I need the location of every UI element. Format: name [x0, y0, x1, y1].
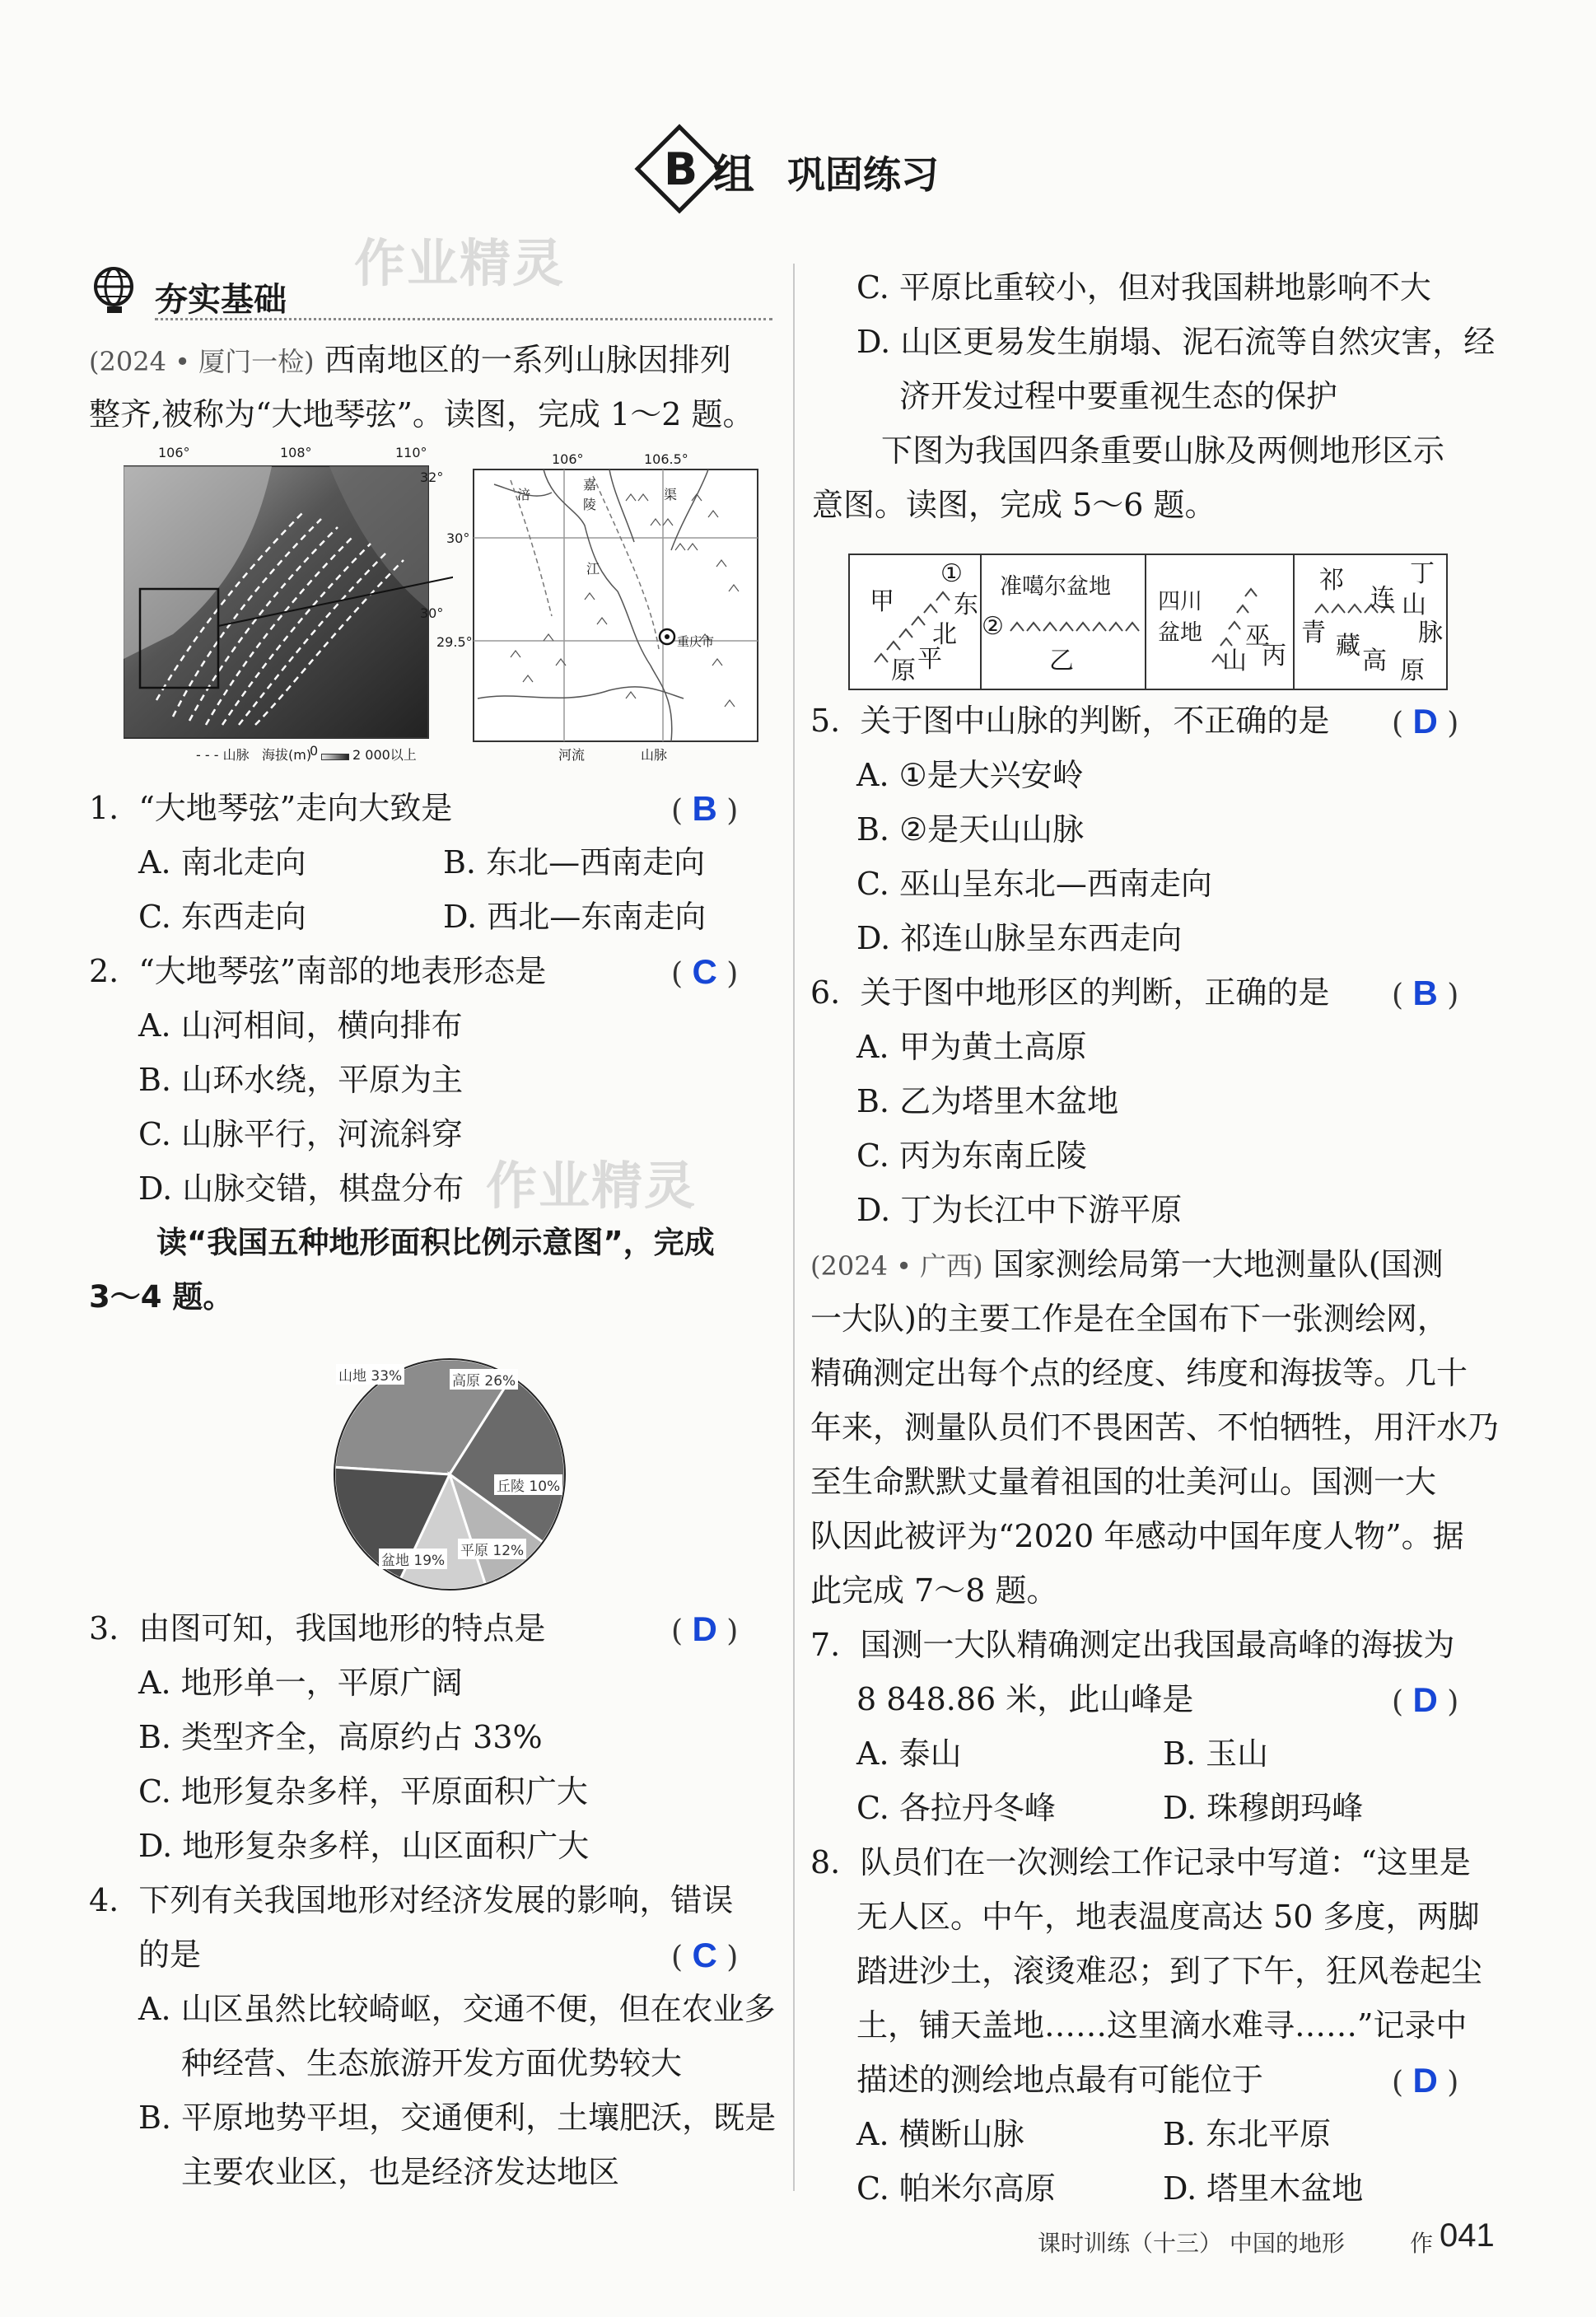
- q3-stem: 3. 由图可知，我国地形的特点是: [89, 1610, 546, 1647]
- map-left-lon-2: 108°: [280, 445, 312, 460]
- q8-stem-line2: 无人区。中午，地表温度高达 50 多度，两脚: [856, 1899, 1480, 1935]
- q5-option-a: A. ①是大兴安岭: [856, 757, 1084, 793]
- q1-option-d: D. 西北—东南走向: [443, 899, 707, 935]
- label-gao: 高: [1362, 647, 1387, 675]
- mountain-diagram: [848, 554, 1448, 690]
- q5-answer-bracket: ( D ): [1392, 702, 1459, 740]
- detail-map-right-graphic: [461, 451, 774, 764]
- map-left-lat-1: 32°: [420, 469, 444, 485]
- label-bei: 北: [932, 620, 957, 649]
- map-right-lat-2: 29.5°: [436, 634, 473, 650]
- diagram-panel-1: [850, 555, 982, 689]
- footer-text: 课时训练（十三） 中国的地形: [1038, 2230, 1345, 2257]
- q8-stem-line3: 踏进沙土，滚烫难忍；到了下午，狂风卷起尘: [856, 1953, 1483, 1989]
- q7-option-b: B. 玉山: [1163, 1735, 1269, 1772]
- q8-option-c: C. 帕米尔高原: [856, 2170, 1056, 2207]
- section-underline: [155, 318, 772, 320]
- q4-option-d-line1: D. 山区更易发生崩塌、泥石流等自然灾害，经: [856, 324, 1496, 360]
- q4-option-b-line1: B. 平原地势平坦，交通便利，土壤肥沃，既是: [138, 2100, 777, 2136]
- intro4-line7: 此完成 7～8 题。: [810, 1572, 1058, 1609]
- q8-stem-line4: 土，铺天盖地……这里滴水难寻……”记录中: [856, 2007, 1468, 2044]
- diagram-panel-3: [1146, 555, 1295, 689]
- q2-stem: 2. “大地琴弦”南部的地表形态是: [89, 953, 547, 989]
- intro2-line2: 3～4 题。: [89, 1279, 234, 1315]
- label-yuan: 原: [891, 656, 916, 685]
- q2-option-b: B. 山环水绕，平原为主: [138, 1062, 464, 1098]
- intro4-line6: 队因此被评为“2020 年感动中国年度人物”。据: [810, 1518, 1464, 1554]
- q1-option-b: B. 东北—西南走向: [443, 844, 706, 881]
- q6-answer-bracket: ( B ): [1392, 974, 1459, 1012]
- q3-option-c: C. 地形复杂多样，平原面积广大: [138, 1773, 588, 1810]
- q4-option-a-line1: A. 山区虽然比较崎岖，交通不便，但在农业多: [138, 1991, 776, 2027]
- q7-stem-line1: 7. 国测一大队精确测定出我国最高峰的海拔为: [810, 1627, 1455, 1663]
- q1-option-c: C. 东西走向: [138, 899, 306, 935]
- label-shan-4: 山: [1402, 591, 1426, 619]
- diagram-panel-4: [1295, 555, 1448, 689]
- label-bing: 丙: [1262, 642, 1286, 670]
- map-left-lat-2: 30°: [420, 605, 444, 621]
- mountain-range-2-icon: [1006, 606, 1146, 639]
- q2-option-a: A. 山河相间，横向排布: [138, 1007, 463, 1044]
- label-mai: 脉: [1418, 619, 1443, 647]
- q5-option-c: C. 巫山呈东北—西南走向: [856, 866, 1212, 902]
- q5-stem: 5. 关于图中山脉的判断，不正确的是: [810, 703, 1330, 739]
- q5-answer: D: [1412, 702, 1438, 740]
- diagram-panel-2: [982, 555, 1146, 689]
- section-title: 夯实基础: [155, 281, 287, 319]
- q2-option-d: D. 山脉交错，棋盘分布: [138, 1170, 464, 1207]
- q4-answer: C: [692, 1936, 717, 1974]
- q6-stem: 6. 关于图中地形区的判断，正确的是: [810, 974, 1330, 1011]
- q5-option-d: D. 祁连山脉呈东西走向: [856, 920, 1183, 956]
- river-label-ling: 陵: [583, 497, 597, 512]
- q8-option-a: A. 横断山脉: [856, 2116, 1024, 2152]
- river-label-qu: 渠: [664, 487, 678, 502]
- intro4-line2: 一大队)的主要工作是在全国布下一张测绘网，: [810, 1301, 1449, 1337]
- q6-answer: B: [1412, 974, 1438, 1012]
- label-ding: 丁: [1410, 559, 1435, 588]
- label-wu: 巫: [1245, 622, 1270, 651]
- intro1-line1: (2024 • 厦门一检) 西南地区的一系列山脉因排列: [89, 342, 731, 378]
- q8-option-d: D. 塔里木盆地: [1163, 2170, 1364, 2207]
- map-right-lon-2: 106.5°: [644, 451, 688, 467]
- intro4-line4: 年来，测量队员们不畏困苦、不怕牺牲，用汗水乃: [810, 1409, 1500, 1446]
- pie-label-mountain: 山地 33%: [336, 1364, 404, 1385]
- map-right-legend-mountain: 山脉: [641, 747, 668, 763]
- watermark-mid: 作业精灵: [486, 1156, 698, 1216]
- q1-option-a: A. 南北走向: [138, 844, 306, 881]
- map-left-legend-elev: 海拔(m): [262, 747, 312, 763]
- pie-label-basin: 盆地 19%: [379, 1549, 447, 1569]
- pie-label-hill: 丘陵 10%: [494, 1474, 562, 1495]
- q2-answer: C: [692, 952, 717, 991]
- label-circle-1: ①: [940, 559, 963, 588]
- q7-answer: D: [1412, 1680, 1438, 1719]
- q4-option-c: C. 平原比重较小，但对我国耕地影响不大: [856, 269, 1431, 306]
- page-title: 巩固练习: [787, 152, 939, 197]
- q8-option-b: B. 东北平原: [1163, 2116, 1332, 2152]
- q8-stem-line5: 描述的测绘地点最有可能位于: [856, 2062, 1264, 2098]
- intro4-line3: 精确测定出每个点的经度、纬度和海拔等。几十: [810, 1355, 1468, 1391]
- q5-option-b: B. ②是天山山脉: [856, 811, 1085, 848]
- pie-label-plain: 平原 12%: [458, 1539, 526, 1559]
- label-junggar: 准噶尔盆地: [1000, 574, 1111, 600]
- map-right-legend-river: 河流: [558, 747, 586, 763]
- label-ping: 平: [917, 645, 942, 674]
- city-label: 重庆市: [677, 634, 715, 649]
- label-yi: 乙: [1049, 647, 1074, 675]
- river-label-jiang: 江: [586, 561, 600, 577]
- terrain-map-left-graphic: [124, 445, 453, 766]
- q6-option-b: B. 乙为塔里木盆地: [856, 1083, 1119, 1119]
- intro3-line2: 意图。读图，完成 5～6 题。: [812, 487, 1216, 523]
- label-shan: 山: [1222, 647, 1247, 675]
- intro3-line1: 下图为我国四条重要山脉及两侧地形区示: [881, 432, 1445, 469]
- q4-option-d-line2: 济开发过程中要重视生态的保护: [899, 378, 1338, 414]
- page-number: 041: [1440, 2217, 1495, 2254]
- intro4-line1: (2024 • 广西) 国家测绘局第一大地测量队(国测: [810, 1246, 1444, 1282]
- q7-option-d: D. 珠穆朗玛峰: [1163, 1790, 1364, 1826]
- elevation-scale: [321, 754, 349, 760]
- source-tag: (2024 • 厦门一检): [89, 346, 315, 377]
- detail-map-right: [436, 451, 774, 764]
- q3-option-a: A. 地形单一，平原广阔: [138, 1665, 463, 1701]
- q6-option-d: D. 丁为长江中下游平原: [856, 1192, 1183, 1228]
- globe-icon: [89, 264, 142, 316]
- map-left-scale-high: 2 000以上: [352, 747, 417, 763]
- group-label: 组: [713, 151, 754, 199]
- q2-answer-bracket: ( C ): [671, 952, 739, 991]
- q4-stem-line1: 4. 下列有关我国地形对经济发展的影响，错误: [89, 1882, 734, 1918]
- map-left-scale-0: 0: [310, 743, 319, 759]
- column-divider: [793, 264, 795, 2191]
- source-tag-2: (2024 • 广西): [810, 1250, 983, 1282]
- q7-option-a: A. 泰山: [856, 1735, 962, 1772]
- label-yuan-4: 原: [1400, 656, 1425, 685]
- label-circle-2: ②: [982, 612, 1004, 641]
- label-qing: 青: [1301, 619, 1326, 647]
- q8-answer-bracket: ( D ): [1392, 2061, 1459, 2100]
- label-pendi: 盆地: [1158, 620, 1202, 646]
- label-jia: 甲: [870, 587, 894, 616]
- q8-stem-line1: 8. 队员们在一次测绘工作记录中写道：“这里是: [810, 1844, 1471, 1880]
- label-zang: 藏: [1336, 632, 1360, 661]
- q3-option-d: D. 地形复杂多样，山区面积广大: [138, 1828, 590, 1864]
- q3-answer-bracket: ( D ): [671, 1609, 739, 1648]
- q6-option-c: C. 丙为东南丘陵: [856, 1137, 1087, 1174]
- q4-answer-bracket: ( C ): [671, 1936, 739, 1974]
- q2-option-c: C. 山脉平行，河流斜穿: [138, 1116, 463, 1152]
- group-header: [634, 124, 980, 214]
- label-dong: 东: [954, 591, 978, 619]
- q1-answer-bracket: ( B ): [671, 789, 739, 828]
- label-qi: 祁: [1319, 566, 1344, 595]
- q3-option-b: B. 类型齐全，高原约占 33%: [138, 1719, 543, 1755]
- river-label-fu: 涪: [517, 487, 531, 502]
- q4-stem-line2: 的是: [138, 1936, 202, 1973]
- pie-label-plateau: 高原 26%: [450, 1369, 518, 1390]
- page-footer: [1038, 2212, 1499, 2262]
- q8-answer: D: [1412, 2061, 1438, 2100]
- map-left-lon-1: 106°: [158, 445, 190, 460]
- intro1-line2: 整齐,被称为“大地琴弦”。读图，完成 1～2 题。: [89, 396, 754, 432]
- terrain-map-left: [124, 445, 453, 766]
- q7-option-c: C. 各拉丹冬峰: [856, 1790, 1056, 1826]
- map-left-lon-3: 110°: [395, 445, 427, 460]
- label-sichuan: 四川: [1158, 589, 1202, 614]
- q1-answer: B: [692, 789, 717, 828]
- q7-answer-bracket: ( D ): [1392, 1680, 1459, 1719]
- intro2-line1: 读“我国五种地形面积比例示意图”，完成: [156, 1225, 715, 1260]
- q4-option-b-line2: 主要农业区，也是经济发达地区: [181, 2154, 620, 2190]
- footer-label: 作: [1410, 2230, 1434, 2257]
- q4-option-a-line2: 种经营、生态旅游开发方面优势较大: [181, 2045, 683, 2081]
- q3-answer: D: [692, 1609, 717, 1648]
- watermark-top: 作业精灵: [354, 233, 566, 293]
- intro4-line5: 至生命默默丈量着祖国的壮美河山。国测一大: [810, 1464, 1437, 1500]
- label-lian: 连: [1370, 584, 1395, 613]
- river-label-jia: 嘉: [583, 477, 597, 493]
- map-left-legend-mountain: - - - 山脉: [196, 747, 250, 763]
- q1-stem: 1. “大地琴弦”走向大致是: [89, 790, 453, 826]
- badge-letter: B: [664, 143, 698, 195]
- section-header: [89, 264, 772, 321]
- terrain-pie-chart: [318, 1351, 581, 1598]
- map-right-lat-1: 30°: [446, 530, 470, 546]
- q7-stem-line2: 8 848.86 米，此山峰是: [856, 1681, 1194, 1717]
- q6-option-a: A. 甲为黄土高原: [856, 1029, 1087, 1065]
- map-right-lon-1: 106°: [552, 451, 584, 467]
